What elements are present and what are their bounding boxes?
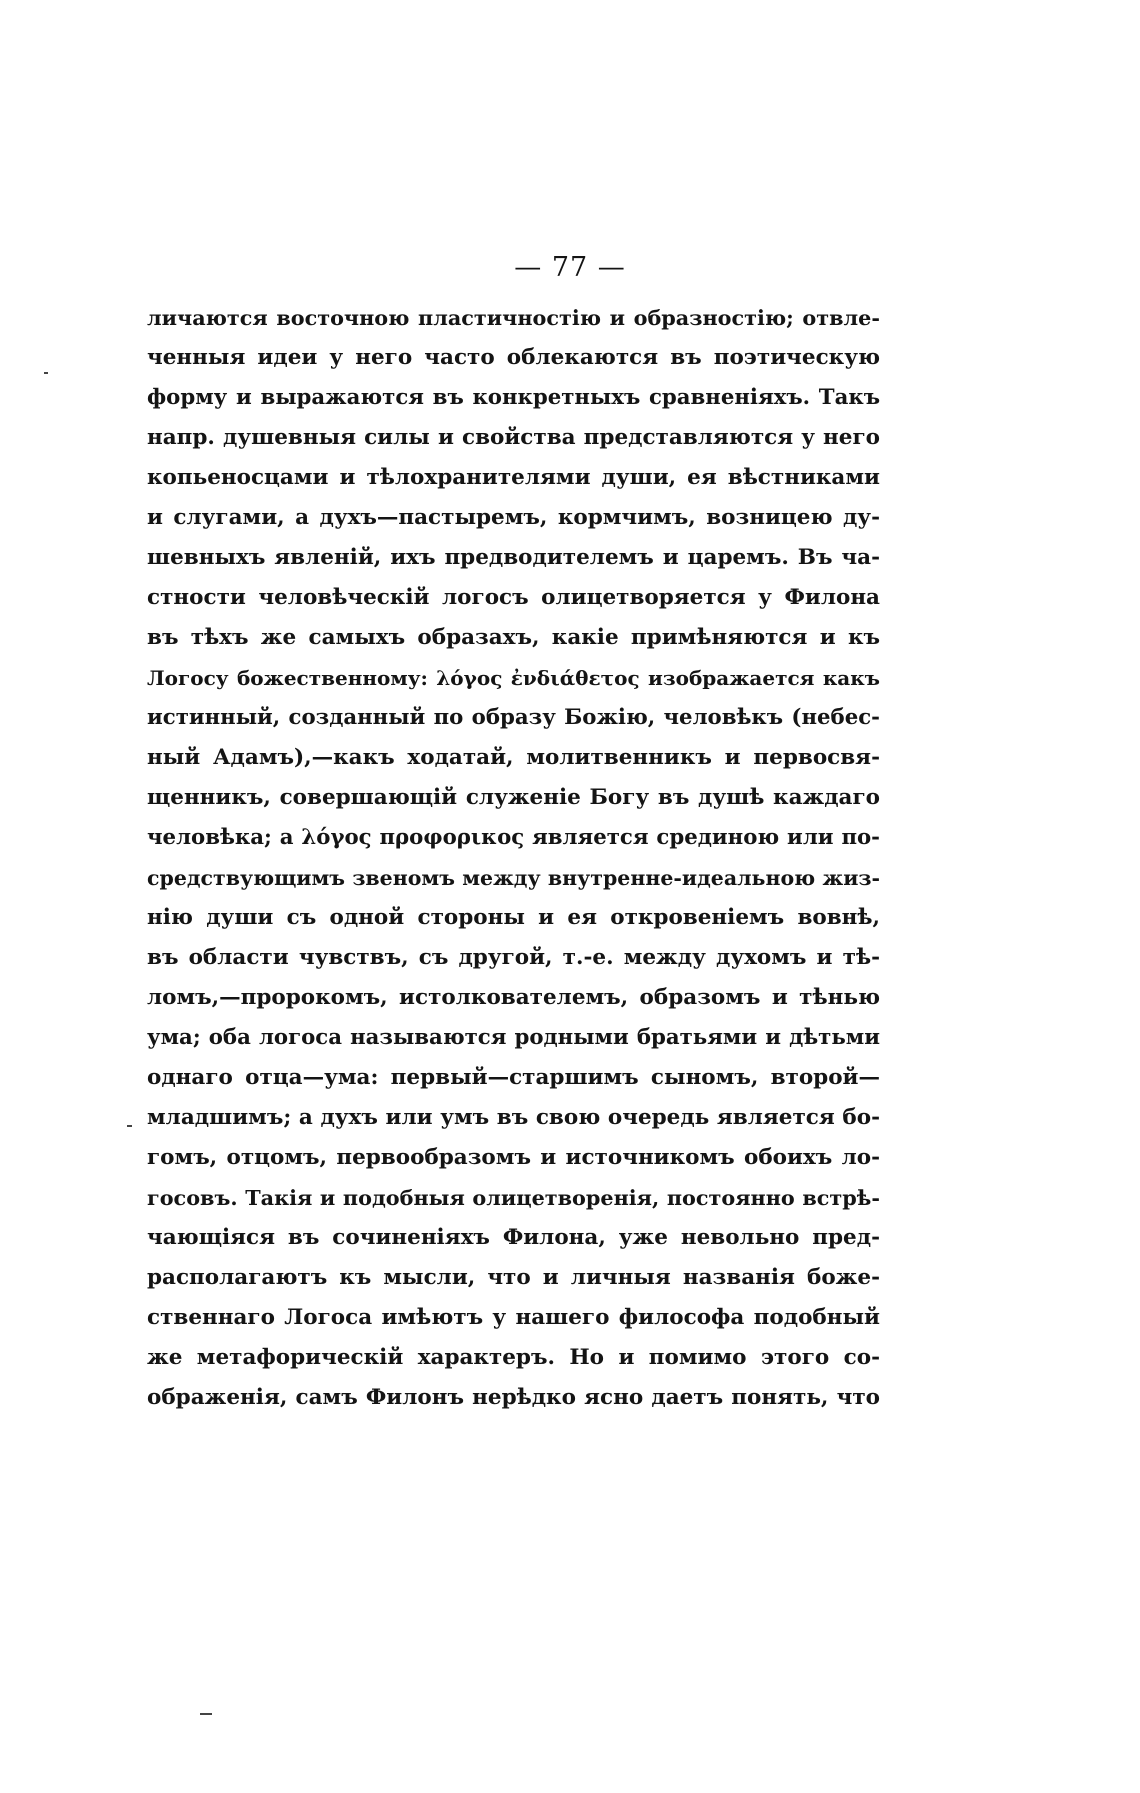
text-line: напр. душевныя силы и свойства представляются у него: [147, 425, 880, 450]
text-line: копьеносцами и тѣлохранителями души, ея вѣстниками: [147, 465, 880, 490]
text-line: стности человѣческій логосъ олицетворяется у Филона: [147, 585, 880, 610]
text-line: чающіяся въ сочиненіяхъ Филона, уже невольно пред-: [147, 1225, 880, 1250]
text-line: гомъ, отцомъ, первообразомъ и источникомъ обоихъ ло-: [147, 1145, 880, 1170]
text-line: форму и выражаются въ конкретныхъ сравненіяхъ. Такъ: [147, 385, 880, 410]
text-line: средствующимъ звеномъ между внутренне-идеальною жиз-: [147, 866, 880, 890]
text-line: личаются восточною пластичностію и образностію; отвле-: [147, 306, 880, 330]
scan-speck: [200, 1713, 212, 1715]
body-text: [147, 298, 880, 1418]
text-line: шевныхъ явленій, ихъ предводителемъ и царемъ. Въ ча-: [147, 545, 880, 570]
page-number: — 77 —: [514, 252, 626, 283]
text-line: однаго отца—ума: первый—старшимъ сыномъ, второй—: [147, 1065, 880, 1090]
text-line: младшимъ; а духъ или умъ въ свою очередь является бо-: [147, 1105, 880, 1130]
text-line: нію души съ одной стороны и ея откровеніемъ вовнѣ,: [147, 905, 880, 930]
text-line: ный Адамъ),—какъ ходатай, молитвенникъ и первосвя-: [147, 745, 880, 770]
text-line: ображенія, самъ Филонъ нерѣдко ясно даетъ понять, что: [147, 1385, 880, 1410]
text-line: располагаютъ къ мысли, что и личныя названія боже-: [147, 1265, 880, 1290]
text-line: въ области чувствъ, съ другой, т.-е. между духомъ и тѣ-: [147, 945, 880, 970]
scan-speck: [127, 1125, 132, 1127]
text-line: истинный, созданный по образу Божію, человѣкъ (небес-: [147, 705, 880, 730]
text-line: ума; оба логоса называются родными братьями и дѣтьми: [147, 1025, 880, 1050]
text-line: Логосу божественному: λόγος ἐνδιάθετος изображается какъ: [147, 666, 880, 690]
scan-speck: [44, 372, 48, 374]
text-line: ченныя идеи у него часто облекаются въ поэтическую: [147, 345, 880, 370]
text-line: и слугами, а духъ—пастыремъ, кормчимъ, возницею ду-: [147, 505, 880, 530]
text-line: же метафорическій характеръ. Но и помимо этого со-: [147, 1345, 880, 1370]
text-line: госовъ. Такія и подобныя олицетворенія, постоянно встрѣ-: [147, 1186, 880, 1210]
text-line: ломъ,—пророкомъ, истолкователемъ, образомъ и тѣнью: [147, 985, 880, 1010]
text-line: ственнаго Логоса имѣютъ у нашего философа подобный: [147, 1305, 880, 1330]
text-line: человѣка; а λόγος προφορικος является срединою или по-: [147, 825, 880, 850]
text-line: щенникъ, совершающій служеніе Богу въ душѣ каждаго: [147, 785, 880, 810]
text-line: въ тѣхъ же самыхъ образахъ, какіе примѣняются и къ: [147, 625, 880, 650]
